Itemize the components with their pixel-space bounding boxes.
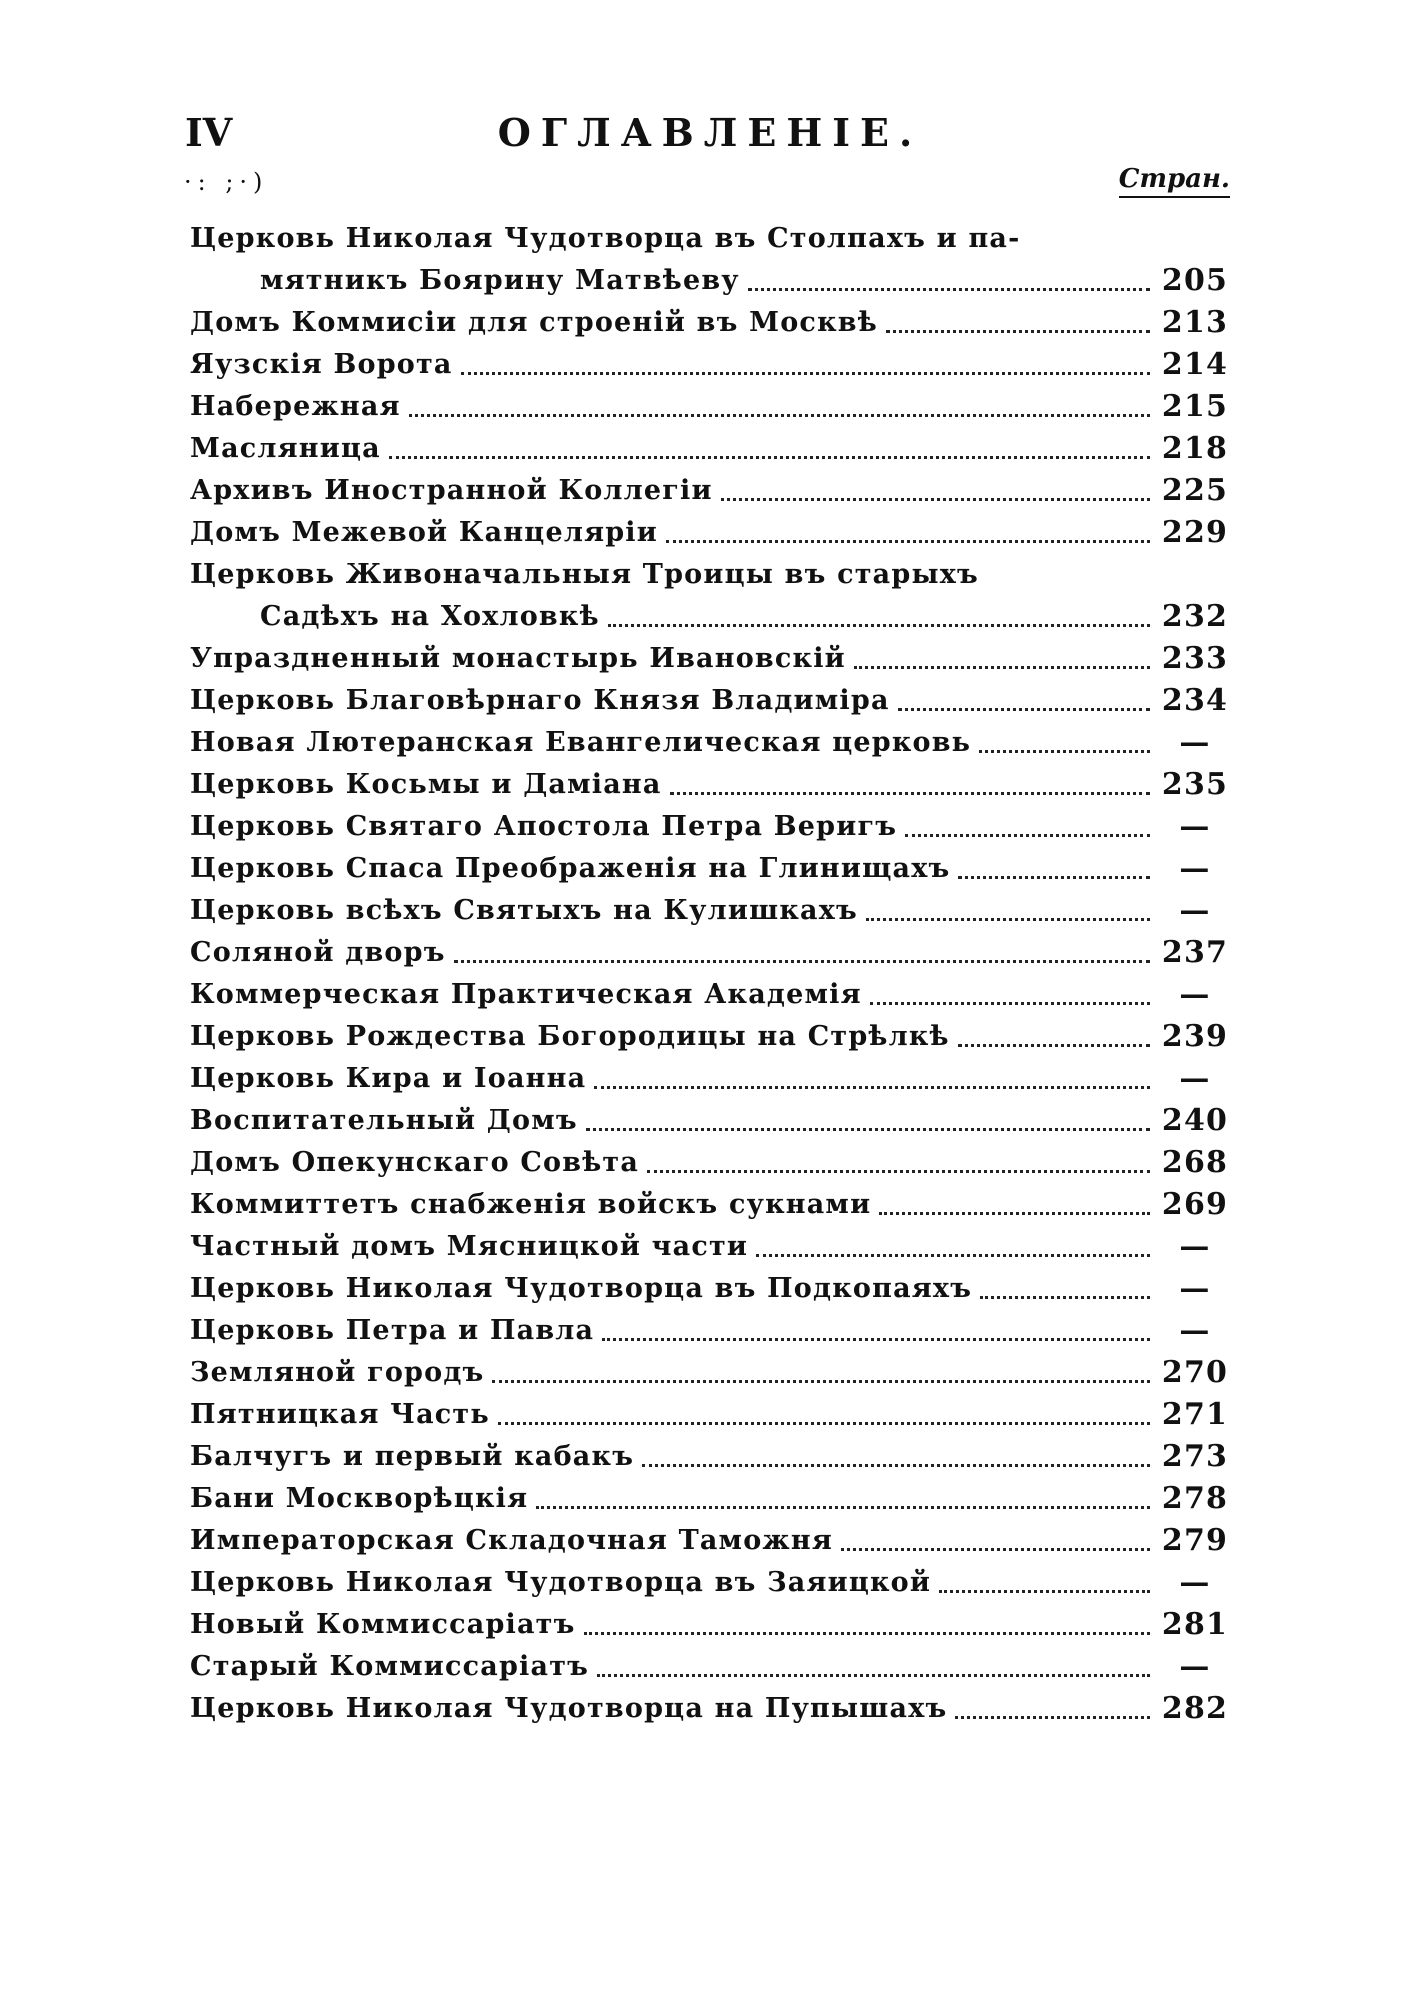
toc-entry	[190, 1688, 1230, 1730]
toc-entry-title	[190, 512, 1160, 554]
toc-entry-text: Соляной дворъ	[190, 937, 446, 968]
toc-entry-text: Домъ Опекунскаго Совѣта	[190, 1147, 640, 1178]
toc-entry-title	[190, 1394, 1160, 1436]
toc-entry-title	[190, 554, 1160, 596]
toc-entry-title	[190, 1688, 1160, 1730]
table-of-contents	[190, 218, 1230, 1730]
toc-entry	[190, 1562, 1230, 1604]
toc-entry-text: Церковь Кира и Іоанна	[190, 1063, 587, 1094]
dot-leader	[958, 876, 1150, 879]
dot-leader	[870, 1002, 1150, 1005]
toc-entry-title	[190, 344, 1160, 386]
toc-entry	[190, 1184, 1230, 1226]
toc-entry-text: Императорская Складочная Таможня	[190, 1525, 833, 1556]
toc-page-number: 235	[1161, 767, 1229, 802]
toc-page-number: 232	[1161, 599, 1229, 634]
dot-leader	[879, 1212, 1150, 1215]
toc-entry-title	[190, 680, 1160, 722]
dot-leader	[756, 1254, 1150, 1257]
toc-entry	[190, 890, 1230, 932]
toc-entry-text: Архивъ Иностранной Коллегіи	[190, 475, 713, 506]
margin-scribble: ·: ;·)	[184, 168, 269, 196]
toc-entry	[190, 1604, 1230, 1646]
toc-entry	[190, 1394, 1230, 1436]
toc-entry-text: Масляница	[190, 433, 381, 464]
toc-page-number: —	[1179, 851, 1211, 886]
dot-leader	[597, 1674, 1150, 1677]
toc-page-number: —	[1179, 1271, 1211, 1306]
dot-leader	[666, 540, 1150, 543]
toc-entry-text: Церковь Живоначальныя Троицы въ старыхъ	[190, 559, 979, 590]
toc-entry-title	[190, 806, 1160, 848]
toc-entry	[190, 260, 1230, 302]
toc-entry-title	[190, 1142, 1160, 1184]
toc-page-number: 270	[1161, 1355, 1229, 1390]
toc-entry	[190, 764, 1230, 806]
toc-entry-text: Церковь Николая Чудотворца въ Подкопаяхъ	[190, 1273, 973, 1304]
toc-entry	[190, 1520, 1230, 1562]
toc-page-number: —	[1179, 977, 1211, 1012]
toc-entry	[190, 1478, 1230, 1520]
toc-entry-text: Коммиттетъ снабженія войскъ сукнами	[190, 1189, 872, 1220]
toc-entry-text: Новая Лютеранская Евангелическая церковь	[190, 727, 972, 758]
toc-entry-text: мятникъ Боярину Матвѣеву	[260, 265, 740, 296]
toc-page-number: —	[1179, 1649, 1211, 1684]
toc-page-number: 218	[1161, 431, 1229, 466]
toc-entry	[190, 596, 1230, 638]
toc-entry-text: Упраздненный монастырь Ивановскій	[190, 643, 846, 674]
toc-entry-text: Воспитательный Домъ	[190, 1105, 578, 1136]
toc-entry	[190, 512, 1230, 554]
toc-entry-title	[190, 1268, 1160, 1310]
toc-entry	[190, 554, 1230, 596]
toc-page-number: 205	[1161, 263, 1229, 298]
toc-entry	[190, 428, 1230, 470]
toc-page-number: 225	[1161, 473, 1229, 508]
toc-entry-title	[190, 932, 1160, 974]
toc-page-number: 271	[1161, 1397, 1229, 1432]
dot-leader	[980, 1296, 1150, 1299]
toc-page-number: 214	[1161, 347, 1229, 382]
toc-entry-text: Церковь Спаса Преображенія на Глинищахъ	[190, 853, 951, 884]
toc-entry	[190, 1016, 1230, 1058]
dot-leader	[670, 792, 1150, 795]
toc-entry-title	[190, 1310, 1160, 1352]
dot-leader	[905, 834, 1150, 837]
toc-entry-text: Церковь Рождества Богородицы на Стрѣлкѣ	[190, 1021, 950, 1052]
dot-leader	[454, 960, 1150, 963]
dot-leader	[647, 1170, 1150, 1173]
toc-entry-text: Церковь Петра и Павла	[190, 1315, 595, 1346]
dot-leader	[955, 1716, 1150, 1719]
toc-page-number: 234	[1161, 683, 1229, 718]
toc-page-number: 269	[1161, 1187, 1229, 1222]
toc-entry-title	[190, 470, 1160, 512]
toc-page-number: 279	[1161, 1523, 1229, 1558]
toc-page-number: —	[1179, 893, 1211, 928]
toc-page-number: 281	[1161, 1607, 1229, 1642]
toc-entry	[190, 344, 1230, 386]
toc-entry-title	[190, 1100, 1160, 1142]
toc-entry-title	[190, 428, 1160, 470]
page-column-label: Стран.	[1119, 164, 1230, 198]
dot-leader	[608, 624, 1150, 627]
toc-entry-text: Частный домъ Мясницкой части	[190, 1231, 749, 1262]
toc-entry-title	[190, 1520, 1160, 1562]
toc-entry-title	[190, 1604, 1160, 1646]
dot-leader	[642, 1464, 1150, 1467]
toc-page-number: —	[1179, 809, 1211, 844]
toc-page-number: —	[1179, 725, 1211, 760]
dot-leader	[389, 456, 1150, 459]
dot-leader	[748, 288, 1150, 291]
toc-entry	[190, 848, 1230, 890]
toc-entry	[190, 1226, 1230, 1268]
dot-leader	[898, 708, 1150, 711]
toc-entry-title	[190, 1226, 1160, 1268]
toc-entry-title	[190, 302, 1160, 344]
toc-entry-text: Балчугъ и первый кабакъ	[190, 1441, 635, 1472]
dot-leader	[979, 750, 1150, 753]
dot-leader	[602, 1338, 1150, 1341]
toc-entry-title	[190, 1436, 1160, 1478]
toc-page-number: 215	[1161, 389, 1229, 424]
toc-page-number: —	[1179, 1565, 1211, 1600]
toc-entry-title	[190, 1184, 1160, 1226]
toc-entry-title	[190, 890, 1160, 932]
toc-page-number: 278	[1161, 1481, 1229, 1516]
toc-entry-text: Домъ Межевой Канцеляріи	[190, 517, 658, 548]
toc-entry-text: Набережная	[190, 391, 401, 422]
dot-leader	[586, 1128, 1150, 1131]
toc-entry-text: Церковь всѣхъ Святыхъ на Кулишкахъ	[190, 895, 858, 926]
dot-leader	[958, 1044, 1150, 1047]
toc-entry-text: Церковь Благовѣрнаго Князя Владиміра	[190, 685, 890, 716]
toc-entry-title	[190, 974, 1160, 1016]
toc-entry	[190, 1268, 1230, 1310]
toc-entry-text: Садѣхъ на Хохловкѣ	[260, 601, 600, 632]
toc-entry-title	[190, 1352, 1160, 1394]
running-title: ОГЛАВЛЕНІЕ.	[497, 110, 923, 155]
toc-entry-text: Бани Москворѣцкія	[190, 1483, 529, 1514]
toc-entry-text: Церковь Николая Чудотворца на Пупышахъ	[190, 1693, 948, 1724]
dot-leader	[498, 1422, 1150, 1425]
toc-entry-title	[190, 1058, 1160, 1100]
toc-entry-title	[190, 722, 1160, 764]
dot-leader	[584, 1632, 1150, 1635]
dot-leader	[854, 666, 1150, 669]
toc-page-number: —	[1179, 1313, 1211, 1348]
toc-entry-title	[190, 764, 1160, 806]
toc-entry-text: Старый Коммиссаріатъ	[190, 1651, 590, 1682]
dot-leader	[461, 372, 1150, 375]
toc-page-number: 213	[1161, 305, 1229, 340]
dot-leader	[886, 330, 1150, 333]
toc-page-number: 237	[1161, 935, 1229, 970]
toc-entry-text: Церковь Николая Чудотворца въ Столпахъ и па-	[190, 223, 1021, 254]
toc-page-number: 239	[1161, 1019, 1229, 1054]
toc-entry	[190, 1100, 1230, 1142]
toc-page-number: —	[1179, 1229, 1211, 1264]
toc-entry-text: Коммерческая Практическая Академія	[190, 979, 862, 1010]
dot-leader	[939, 1590, 1150, 1593]
toc-entry-title	[190, 218, 1160, 260]
dot-leader	[409, 414, 1150, 417]
toc-entry	[190, 1310, 1230, 1352]
toc-entry-text: Церковь Николая Чудотворца въ Заяицкой	[190, 1567, 932, 1598]
toc-entry	[190, 386, 1230, 428]
dot-leader	[492, 1380, 1150, 1383]
toc-entry-text: Домъ Коммисіи для строеній въ Москвѣ	[190, 307, 878, 338]
toc-entry-text: Яузскія Ворота	[190, 349, 453, 380]
toc-page-number: 229	[1161, 515, 1229, 550]
toc-entry	[190, 218, 1230, 260]
toc-entry	[190, 1352, 1230, 1394]
toc-entry	[190, 302, 1230, 344]
toc-entry	[190, 638, 1230, 680]
toc-entry	[190, 1058, 1230, 1100]
toc-entry	[190, 806, 1230, 848]
toc-entry	[190, 1646, 1230, 1688]
toc-entry-text: Новый Коммиссаріатъ	[190, 1609, 576, 1640]
dot-leader	[841, 1548, 1150, 1551]
page-number: IV	[185, 110, 233, 155]
toc-entry-title	[260, 596, 1160, 638]
toc-entry	[190, 1142, 1230, 1184]
toc-entry	[190, 680, 1230, 722]
dot-leader	[866, 918, 1150, 921]
toc-page-number: 273	[1161, 1439, 1229, 1474]
toc-entry	[190, 974, 1230, 1016]
toc-page-number: 240	[1161, 1103, 1229, 1138]
dot-leader	[594, 1086, 1150, 1089]
toc-entry-text: Церковь Косьмы и Даміана	[190, 769, 662, 800]
toc-entry-title	[190, 1016, 1160, 1058]
page-header	[185, 110, 1235, 170]
toc-entry-title	[190, 638, 1160, 680]
toc-entry	[190, 932, 1230, 974]
toc-entry-title	[190, 1562, 1160, 1604]
toc-entry	[190, 1436, 1230, 1478]
toc-entry-text: Пятницкая Часть	[190, 1399, 490, 1430]
toc-entry-title	[260, 260, 1160, 302]
toc-entry	[190, 722, 1230, 764]
toc-entry-text: Земляной городъ	[190, 1357, 485, 1388]
toc-page-number: —	[1179, 1061, 1211, 1096]
toc-entry-title	[190, 1646, 1160, 1688]
toc-page-number: 233	[1161, 641, 1229, 676]
toc-entry-text: Церковь Святаго Апостола Петра Веригъ	[190, 811, 898, 842]
toc-entry-title	[190, 848, 1160, 890]
toc-entry-title	[190, 386, 1160, 428]
dot-leader	[536, 1506, 1150, 1509]
toc-page-number: 282	[1161, 1691, 1229, 1726]
dot-leader	[721, 498, 1150, 501]
toc-entry-title	[190, 1478, 1160, 1520]
toc-entry	[190, 470, 1230, 512]
toc-page-number: 268	[1161, 1145, 1229, 1180]
